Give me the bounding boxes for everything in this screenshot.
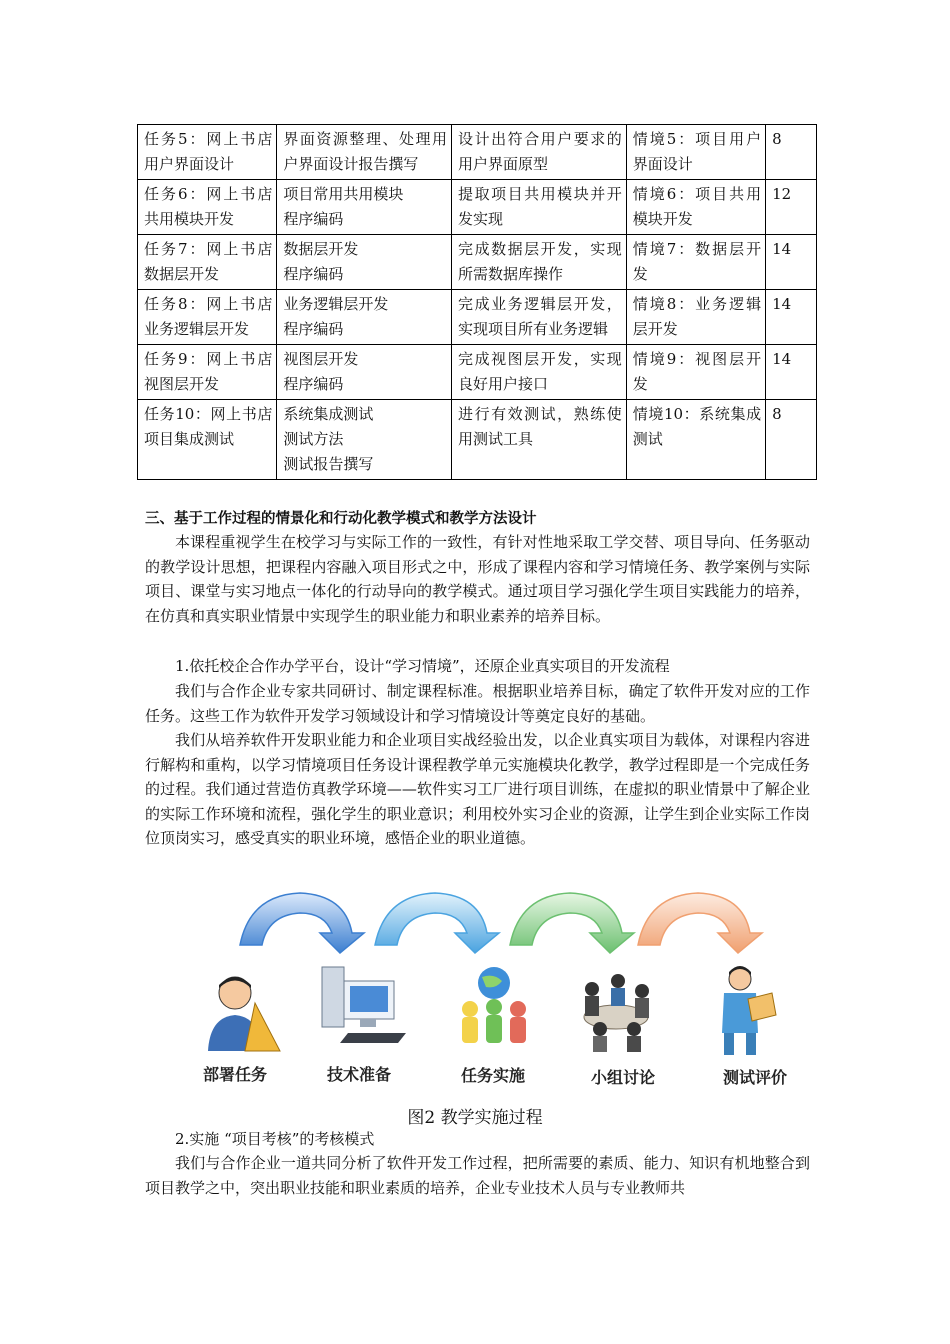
step-label-4: 小组讨论 xyxy=(590,1068,655,1087)
computer-icon xyxy=(322,967,406,1043)
table-cell: 情境9：视图层开发 xyxy=(626,345,765,400)
subheading-1: 1.依托校企合作办学平台，设计“学习情境”，还原企业真实项目的开发流程 xyxy=(175,657,670,675)
table-cell: 完成数据层开发，实现所需数据库操作 xyxy=(452,235,627,290)
table-cell: 8 xyxy=(766,125,817,180)
paragraph-3: 我们从培养软件开发职业能力和企业项目实战经验出发，以企业真实项目为载体，对课程内容进行解构和重构，以学习情境项目任务设计课程教学单元实施模块化教学，教学过程即是一个完成任务的过程。我们通过营造仿真教学环境——软件实习工厂进行项目训练，在虚拟的职业情景中了解企业的实际工作环境和流程，强化学生的职业意识；利用校外实习企业的资源，让学生到企业实际工作岗位顶岗实习，感受真实的职业环境，感悟企业的职业道德。 xyxy=(145,731,810,847)
step-label-1: 部署任务 xyxy=(202,1065,267,1084)
curved-arrow-2 xyxy=(375,893,499,953)
table-cell: 任务5：网上书店用户界面设计 xyxy=(138,125,277,180)
table-cell: 任务7：网上书店数据层开发 xyxy=(138,235,277,290)
step-label-5: 测试评价 xyxy=(722,1068,787,1087)
task-table-body xyxy=(138,125,817,480)
table-cell: 界面资源整理、处理用户界面设计报告撰写 xyxy=(277,125,452,180)
paragraph-2: 我们与合作企业专家共同研讨、制定课程标准。根据职业培养目标，确定了软件开发对应的工作任务。这些工作为软件开发学习领域设计和学习情境设计等奠定良好的基础。 xyxy=(145,682,810,725)
table-cell: 完成视图层开发，实现良好用户接口 xyxy=(452,345,627,400)
step-label-3: 任务实施 xyxy=(460,1066,525,1085)
figure-caption: 图2 教学实施过程 xyxy=(407,1108,543,1128)
table-row xyxy=(138,290,817,345)
table-cell: 任务8：网上书店业务逻辑层开发 xyxy=(138,290,277,345)
teaching-process-diagram xyxy=(180,885,800,1095)
table-cell: 项目常用共用模块 程序编码 xyxy=(277,180,452,235)
subheading-2: 2.实施 “项目考核”的考核模式 xyxy=(175,1130,375,1148)
group-discussion-icon xyxy=(584,974,649,1052)
task-table xyxy=(137,124,817,480)
table-cell: 情境10：系统集成测试 xyxy=(626,400,765,480)
curved-arrow-3 xyxy=(510,893,634,953)
paragraph-4: 我们与合作企业一道共同分析了软件开发工作过程，把所需要的素质、能力、知识有机地整合到项目教学之中，突出职业技能和职业素质的培养，企业专业技术人员与专业教师共 xyxy=(145,1154,810,1197)
table-cell: 情境6：项目共用模块开发 xyxy=(626,180,765,235)
table-cell: 任务10：网上书店项目集成测试 xyxy=(138,400,277,480)
table-cell: 14 xyxy=(766,235,817,290)
table-cell: 任务6：网上书店共用模块开发 xyxy=(138,180,277,235)
step-label-2: 技术准备 xyxy=(326,1065,391,1084)
table-cell: 系统集成测试 测试方法 测试报告撰写 xyxy=(277,400,452,480)
table-cell: 14 xyxy=(766,345,817,400)
table-cell: 情境7：数据层开发 xyxy=(626,235,765,290)
team-globe-icon xyxy=(462,967,526,1043)
table-cell: 业务逻辑层开发 程序编码 xyxy=(277,290,452,345)
person-triangle-icon xyxy=(208,977,280,1051)
paragraph-1: 本课程重视学生在校学习与实际工作的一致性，有针对性地采取工学交替、项目导向、任务驱动的教学设计思想，把课程内容融入项目形式之中，形成了课程内容和学习情境任务、教学案例与实际项目、课堂与实习地点一体化的行动导向的教学模式。通过项目学习强化学生项目实践能力的培养，在仿真和真实职业情景中实现学生的职业能力和职业素养的培养目标。 xyxy=(145,533,810,625)
table-row xyxy=(138,400,817,480)
table-cell: 情境8：业务逻辑层开发 xyxy=(626,290,765,345)
table-cell: 视图层开发 程序编码 xyxy=(277,345,452,400)
curved-arrow-4 xyxy=(638,893,762,953)
table-cell: 12 xyxy=(766,180,817,235)
table-cell: 数据层开发 程序编码 xyxy=(277,235,452,290)
table-row xyxy=(138,180,817,235)
table-cell: 设计出符合用户要求的用户界面原型 xyxy=(452,125,627,180)
table-row xyxy=(138,345,817,400)
section-heading: 三、基于工作过程的情景化和行动化教学模式和教学方法设计 xyxy=(145,511,537,527)
table-cell: 提取项目共用模块并开发实现 xyxy=(452,180,627,235)
curved-arrow-1 xyxy=(240,893,364,953)
table-row xyxy=(138,235,817,290)
table-cell: 进行有效测试，熟练使用测试工具 xyxy=(452,400,627,480)
person-clipboard-icon xyxy=(722,966,776,1055)
table-cell: 完成业务逻辑层开发，实现项目所有业务逻辑 xyxy=(452,290,627,345)
table-row xyxy=(138,125,817,180)
table-cell: 任务9：网上书店视图层开发 xyxy=(138,345,277,400)
table-cell: 14 xyxy=(766,290,817,345)
table-cell: 8 xyxy=(766,400,817,480)
table-cell: 情境5：项目用户界面设计 xyxy=(626,125,765,180)
